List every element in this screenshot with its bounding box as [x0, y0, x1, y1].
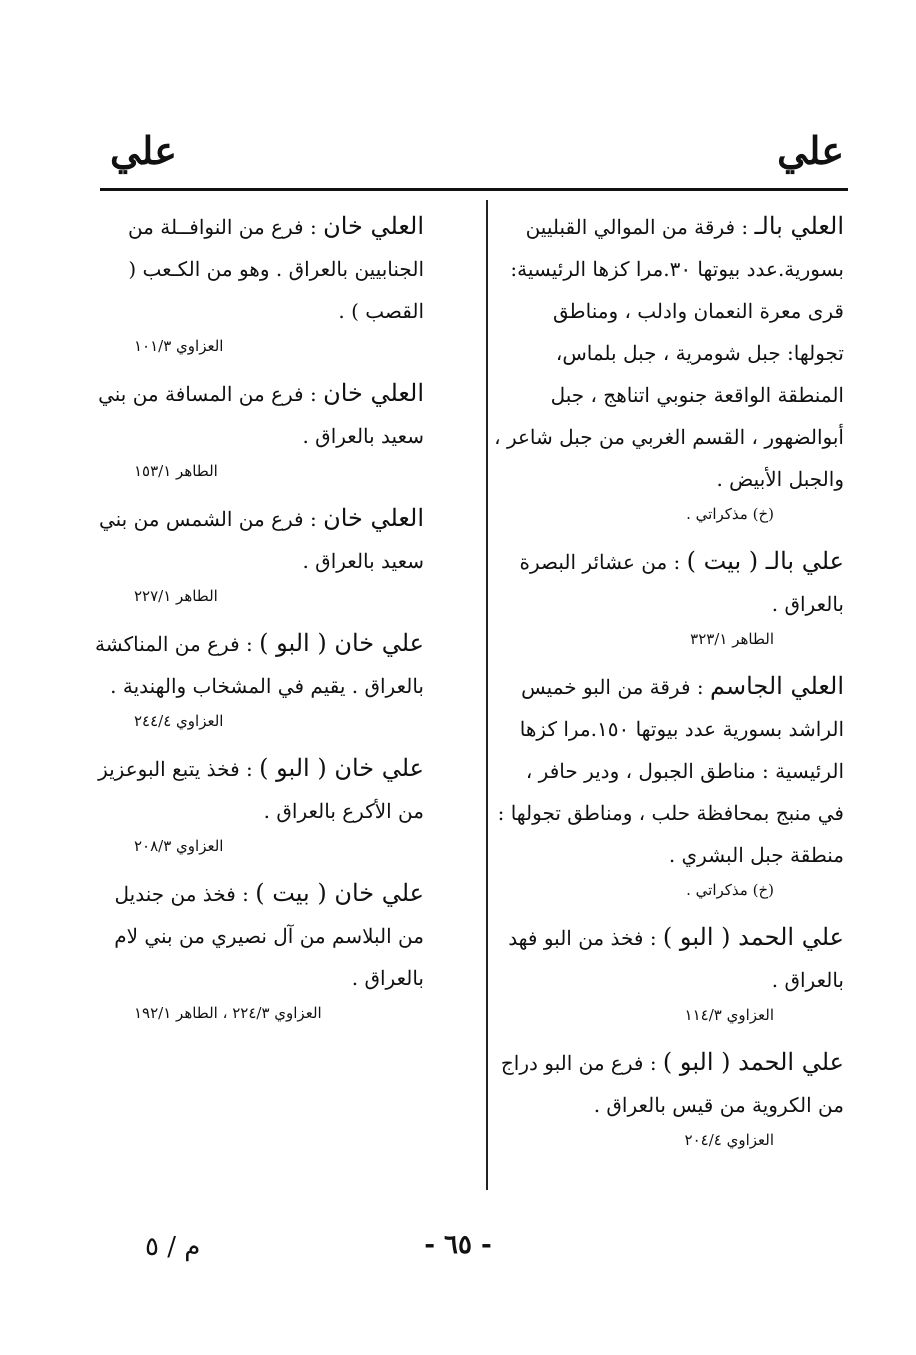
entry-source: العزاوي ٢٤٤/٤: [134, 712, 224, 730]
entry: [94, 205, 424, 360]
entry-text: [494, 665, 844, 876]
entry-source: العزاوي ٢٢٤/٣ ، الطاهر ١٩٢/١: [134, 1004, 322, 1022]
entry: [94, 872, 424, 1027]
entry-text: [94, 205, 424, 332]
entry-text: [494, 540, 844, 625]
entry-body: : فخذ من البو فهد بالعراق .: [508, 926, 844, 992]
entry: [94, 497, 424, 610]
column-divider: [486, 200, 488, 1190]
entry-text: [94, 372, 424, 457]
entry-body: : فرقة من الموالي القبليين بسورية.عدد بيوتها ٣٠.مرا كزها الرئيسية: قرى معرة النعمان وادلب ، ومناطق تجولها: جبل شومرية ، جبل بلماس، المنطقة الواقعة جنوبي اتناهج ، جبل أبوالضهور ، القسم الغربي من جبل شاعر ، والجبل الأبيض .: [494, 215, 844, 491]
entry-text: [94, 747, 424, 832]
entry-name: العلي الجاسم: [709, 672, 844, 700]
entry-name: العلي خان: [323, 379, 424, 407]
entry: [494, 665, 844, 904]
entry-name: العلي خان: [323, 212, 424, 240]
entry-name: علي الحمد ( البو ): [662, 1048, 844, 1076]
page-number: - ٦٥ -: [424, 1230, 492, 1260]
entry-body: : فرقة من البو خميس الراشد بسورية عدد بيوتها ١٥٠.مرا كزها الرئيسية : مناطق الجبول ، ودير حافر ، في منبج بمحافظة حلب ، ومناطق تجولها : منطقة جبل البشري .: [497, 675, 844, 867]
running-head-right: علي: [777, 128, 844, 173]
entry-text: [494, 916, 844, 1001]
entry-source: الطاهر ٣٢٣/١: [690, 630, 774, 648]
entry-source: الطاهر ١٥٣/١: [134, 462, 218, 480]
right-column: [494, 205, 844, 1166]
entry-source: الطاهر ٢٢٧/١: [134, 587, 218, 605]
entry-text: [94, 872, 424, 999]
entry-name: العلي بالـ: [754, 212, 844, 240]
signature-mark: م / ٥: [145, 1232, 201, 1262]
entry-name: علي خان ( البو ): [259, 629, 424, 657]
entry-source: العزاوي ١٠١/٣: [134, 337, 224, 355]
entry-name: علي بالـ ( بيت ): [686, 547, 844, 575]
entry-text: [94, 497, 424, 582]
entry-body: : فرع من النوافــلة من الجنابيين بالعراق . وهو من الكـعب ( القصب ) .: [127, 215, 424, 323]
entry-body: : فرع من الشمس من بني سعيد بالعراق .: [98, 507, 424, 573]
entry-name: علي الحمد ( البو ): [662, 923, 844, 951]
entry-source: العزاوي ١١٤/٣: [684, 1006, 774, 1024]
header-rule: [100, 188, 848, 191]
left-column: [94, 205, 424, 1039]
entry-text: [494, 205, 844, 500]
entry-body: : فخذ يتبع البوعزيز من الأكرع بالعراق .: [98, 757, 424, 823]
entry: [494, 1041, 844, 1154]
entry: [94, 747, 424, 860]
entry-body: : فخذ من جنديل من البلاسم من آل نصيري من بني لام بالعراق .: [114, 882, 424, 990]
entry-text: [94, 622, 424, 707]
entry: [494, 205, 844, 528]
entry-body: : من عشائر البصرة بالعراق .: [519, 550, 844, 616]
entry-source: العزاوي ٢٠٨/٣: [134, 837, 224, 855]
entry-body: : فرع من المسافة من بني سعيد بالعراق .: [98, 382, 424, 448]
entry-name: العلي خان: [323, 504, 424, 532]
entry-body: : فرع من البو دراج من الكروية من قيس بالعراق .: [500, 1051, 844, 1117]
entry-name: علي خان ( بيت ): [255, 879, 424, 907]
entry-body: : فرع من المناكشة بالعراق . يقيم في المشخاب والهندية .: [95, 632, 424, 698]
entry: [94, 372, 424, 485]
entry-text: [494, 1041, 844, 1126]
running-head-left: علي: [110, 128, 177, 173]
entry: [494, 540, 844, 653]
entry: [94, 622, 424, 735]
entry-source: (خ) مذكراتي .: [686, 505, 774, 523]
entry-name: علي خان ( البو ): [259, 754, 424, 782]
entry-source: (خ) مذكراتي .: [686, 881, 774, 899]
entry-source: العزاوي ٢٠٤/٤: [684, 1131, 774, 1149]
entry: [494, 916, 844, 1029]
